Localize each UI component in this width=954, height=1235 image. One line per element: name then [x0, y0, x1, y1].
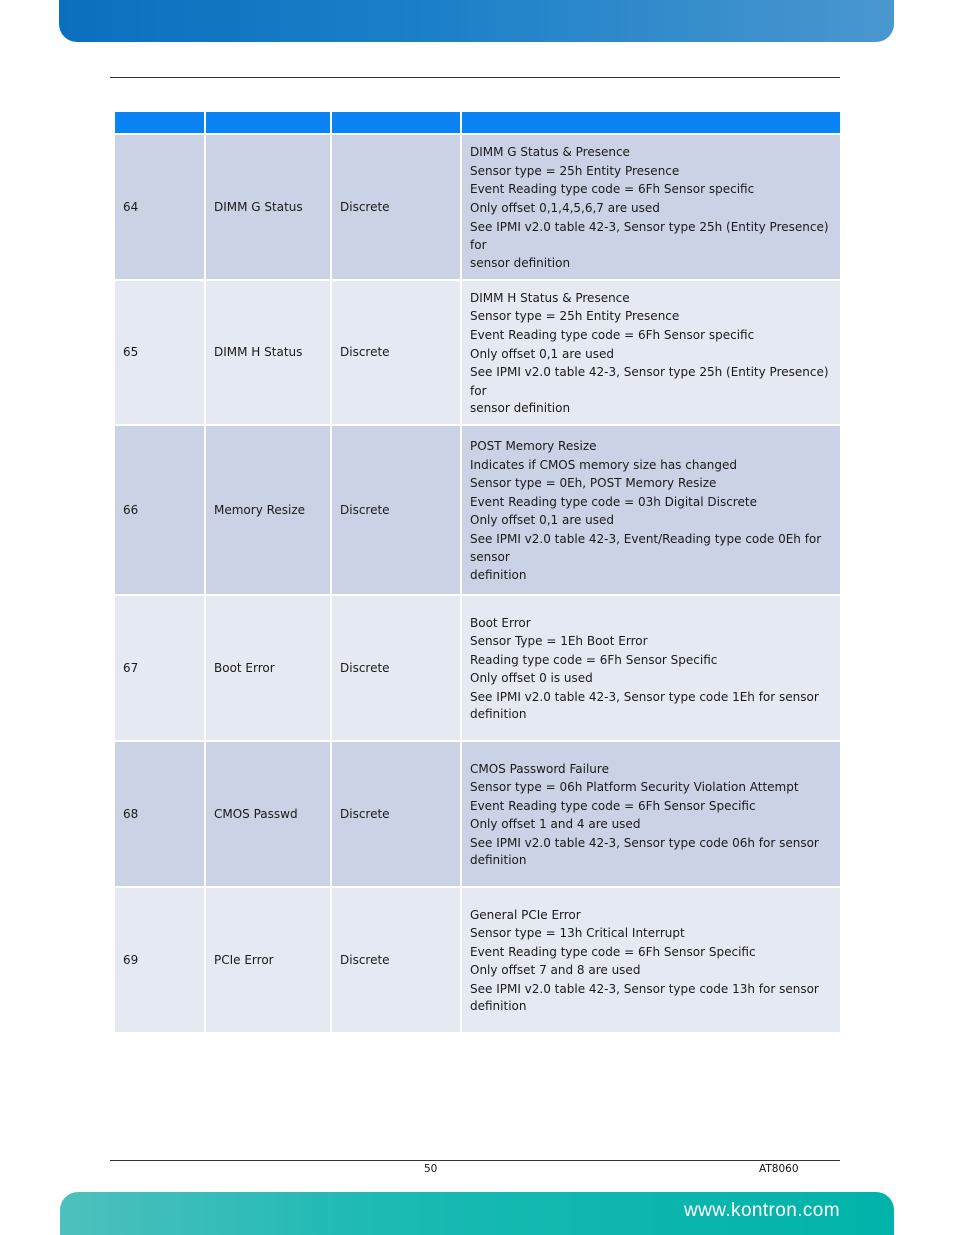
sensor-number-cell-text: 64	[123, 199, 139, 214]
description-lines	[470, 760, 819, 869]
description-line: Only offset 0,1 are used	[470, 513, 615, 528]
table-row	[115, 596, 840, 742]
description-line: Event Reading type code = 03h Digital Discrete	[470, 494, 757, 509]
description-line: Event Reading type code = 6Fh Sensor specific	[470, 327, 755, 342]
sensor-type-cell-text: Discrete	[340, 806, 390, 821]
description-line: POST Memory Resize	[470, 438, 597, 453]
table-row	[115, 888, 840, 1034]
description-line: Sensor type = 0Eh, POST Memory Resize	[470, 476, 717, 491]
description-line: Boot Error	[470, 615, 531, 630]
sensor-type-cell	[332, 596, 462, 742]
description-line: See IPMI v2.0 table 42-3, Sensor type code 1Eh for sensor	[470, 689, 819, 704]
sensor-name-cell-text: CMOS Passwd	[214, 806, 298, 821]
description-lines	[470, 614, 819, 723]
sensor-name-cell-text: PCIe Error	[214, 952, 274, 967]
table-row	[115, 742, 840, 888]
sensor-description-cell	[462, 742, 840, 888]
description-line: sensor definition	[470, 401, 571, 416]
sensor-name-cell-text: Boot Error	[214, 660, 275, 675]
description-line: Only offset 0,1 are used	[470, 346, 615, 361]
description-line: See IPMI v2.0 table 42-3, Sensor type code 06h for sensor	[470, 835, 819, 850]
header-cell-number	[115, 112, 206, 135]
header-rule	[110, 77, 840, 78]
sensor-number-cell	[115, 596, 206, 742]
description-line: Only offset 1 and 4 are used	[470, 817, 641, 832]
description-line: Indicates if CMOS memory size has changed	[470, 457, 738, 472]
description-lines	[470, 289, 834, 417]
table-header-row	[115, 112, 840, 135]
sensor-name-cell	[206, 742, 332, 888]
sensor-number-cell-text: 65	[123, 345, 139, 360]
sensor-description-cell	[462, 888, 840, 1034]
sensor-description-cell	[462, 596, 840, 742]
description-lines	[470, 906, 819, 1015]
description-line: DIMM H Status & Presence	[470, 290, 630, 305]
sensor-type-cell-text: Discrete	[340, 199, 390, 214]
description-line: CMOS Password Failure	[470, 761, 609, 776]
description-line: See IPMI v2.0 table 42-3, Sensor type 25h (Entity Presence) for	[470, 219, 829, 253]
sensor-type-cell-text: Discrete	[340, 952, 390, 967]
bottom-banner	[60, 1192, 894, 1235]
header-cell-type	[332, 112, 462, 135]
product-name: AT8060	[759, 1163, 799, 1175]
description-line: definition	[470, 568, 527, 583]
sensor-number-cell	[115, 426, 206, 596]
table-body	[115, 135, 840, 1034]
sensor-name-cell	[206, 135, 332, 281]
description-line: Sensor Type = 1Eh Boot Error	[470, 634, 648, 649]
sensor-name-cell-text: Memory Resize	[214, 502, 306, 517]
description-line: sensor definition	[470, 255, 571, 270]
description-line: Only offset 0 is used	[470, 671, 593, 686]
description-line: See IPMI v2.0 table 42-3, Event/Reading type code 0Eh for sensor	[470, 531, 822, 565]
sensor-name-cell	[206, 596, 332, 742]
description-line: definition	[470, 853, 527, 868]
sensor-description-cell	[462, 426, 840, 596]
description-line: Only offset 0,1,4,5,6,7 are used	[470, 201, 660, 215]
sensor-type-cell-text: Discrete	[340, 502, 390, 517]
description-line: definition	[470, 999, 527, 1014]
sensor-number-cell-text: 68	[123, 806, 139, 821]
description-line: Reading type code = 6Fh Sensor Specific	[470, 652, 718, 667]
sensor-name-cell-text: DIMM H Status	[214, 345, 303, 360]
website-link[interactable]: www.kontron.com	[684, 1200, 840, 1221]
sensor-number-cell	[115, 888, 206, 1034]
description-line: See IPMI v2.0 table 42-3, Sensor type 25h (Entity Presence) for	[470, 365, 829, 398]
sensor-number-cell-text: 66	[123, 502, 139, 517]
sensor-description-cell	[462, 281, 840, 426]
description-line: Only offset 7 and 8 are used	[470, 963, 641, 978]
table-row	[115, 135, 840, 281]
sensor-number-cell-text: 69	[123, 952, 139, 967]
description-lines	[470, 143, 834, 271]
sensor-number-cell	[115, 742, 206, 888]
sensor-type-cell-text: Discrete	[340, 660, 390, 675]
sensor-name-cell	[206, 426, 332, 596]
sensor-number-cell-text: 67	[123, 660, 139, 675]
description-line: Event Reading type code = 6Fh Sensor specific	[470, 182, 755, 197]
page-number: 50	[424, 1163, 438, 1175]
description-line: definition	[470, 707, 527, 722]
sensor-description-cell	[462, 135, 840, 281]
sensor-type-cell-text: Discrete	[340, 345, 390, 360]
sensor-type-cell	[332, 426, 462, 596]
sensor-name-cell	[206, 888, 332, 1034]
description-line: See IPMI v2.0 table 42-3, Sensor type code 13h for sensor	[470, 981, 819, 996]
description-line: Sensor type = 25h Entity Presence	[470, 163, 680, 178]
table-row	[115, 426, 840, 596]
description-line: Sensor type = 06h Platform Security Violation Attempt	[470, 780, 799, 795]
description-line: Event Reading type code = 6Fh Sensor Specific	[470, 798, 756, 813]
header-cell-name	[206, 112, 332, 135]
footer-rule	[110, 1160, 840, 1161]
sensor-number-cell	[115, 135, 206, 281]
sensor-type-cell	[332, 281, 462, 426]
sensor-number-cell	[115, 281, 206, 426]
sensor-name-cell	[206, 281, 332, 426]
description-lines	[470, 437, 834, 583]
sensor-type-cell	[332, 742, 462, 888]
header-cell-description	[462, 112, 840, 135]
description-line: Event Reading type code = 6Fh Sensor Specific	[470, 944, 756, 959]
sensor-type-cell	[332, 135, 462, 281]
top-banner	[59, 0, 894, 42]
sensor-type-cell	[332, 888, 462, 1034]
description-line: DIMM G Status & Presence	[470, 145, 630, 160]
description-line: Sensor type = 13h Critical Interrupt	[470, 926, 685, 941]
sensor-table	[115, 112, 840, 1034]
description-line: General PCIe Error	[470, 907, 581, 922]
table-row	[115, 281, 840, 426]
sensor-name-cell-text: DIMM G Status	[214, 199, 303, 214]
description-line: Sensor type = 25h Entity Presence	[470, 309, 680, 324]
